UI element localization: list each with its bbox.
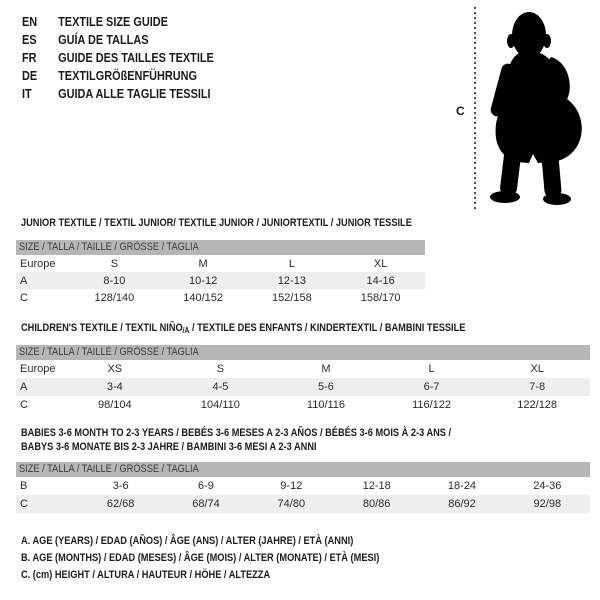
row-label: C	[20, 291, 28, 304]
size-cell: 140/152	[183, 291, 223, 304]
language-label: TEXTILE SIZE GUIDE	[58, 13, 168, 29]
babies-size-table	[16, 462, 590, 513]
legend-line-b: B. AGE (MONTHS) / EDAD (MESES) / ÂGE (MOIS) / ALTER (MONATE) / ETÀ (MESI)	[21, 552, 380, 565]
size-cell: 152/158	[271, 291, 312, 304]
table-row-europe	[16, 360, 590, 378]
table-row-months	[16, 477, 590, 495]
language-row-it	[22, 84, 214, 102]
table-row-age	[16, 378, 590, 396]
size-cell: 122/128	[517, 399, 558, 411]
size-cell: 116/122	[412, 399, 452, 411]
height-measure-label: C	[456, 104, 465, 118]
babies-table-title	[21, 427, 451, 454]
size-cell: 18-24	[447, 480, 477, 492]
size-cell: S	[216, 363, 225, 375]
babies-title-line2: BABYS 3-6 MONATE BIS 2-3 JAHRE / BAMBINI 3-6 MESI A 2-3 ANNI	[21, 440, 317, 453]
size-cell: 14-16	[366, 274, 395, 287]
size-header-text: SIZE / TALLA / TAILLE / GRÖSSE / TAGLIA	[19, 241, 199, 253]
size-cell: 3-6	[112, 480, 129, 492]
height-dotted-line	[474, 7, 476, 209]
size-cell: 74/80	[277, 498, 306, 510]
language-label: GUIDA ALLE TAGLIE TESSILI	[58, 85, 211, 101]
language-header	[22, 12, 250, 102]
size-cell: 128/140	[94, 291, 135, 304]
size-cell: 4-5	[212, 381, 229, 393]
language-code: ES	[22, 31, 37, 47]
size-cell: 12-18	[362, 480, 391, 492]
row-label: A	[20, 381, 28, 393]
row-label: B	[20, 480, 28, 492]
size-cell: 92/98	[533, 498, 562, 510]
size-cell: 8-10	[103, 274, 126, 287]
size-cell: 98/104	[97, 399, 132, 411]
language-row-en	[22, 12, 214, 30]
size-cell: 158/170	[360, 291, 401, 304]
table-row-height	[16, 289, 425, 306]
size-cell: 104/110	[200, 399, 240, 411]
row-label: Europe	[20, 257, 56, 270]
size-cell: 62/68	[106, 498, 135, 510]
language-row-fr	[22, 48, 214, 66]
size-cell: 7-8	[529, 381, 546, 393]
size-cell: 6-9	[198, 480, 214, 492]
size-cell: 68/74	[192, 498, 220, 510]
size-cell: M	[321, 363, 331, 375]
size-cell: XS	[107, 363, 123, 375]
size-cell: 80/86	[362, 498, 391, 510]
language-code: IT	[22, 85, 32, 101]
size-cell: S	[110, 257, 119, 270]
children-table-title	[21, 322, 465, 338]
junior-table-title: JUNIOR TEXTILE / TEXTIL JUNIOR/ TEXTILE JUNIOR / JUNIORTEXTIL / JUNIOR TESSILE	[21, 217, 412, 229]
table-row-height	[16, 396, 590, 414]
size-cell: 10-12	[189, 274, 218, 287]
children-size-table	[16, 345, 590, 414]
size-cell: 24-36	[533, 480, 562, 492]
size-cell: 86/92	[448, 498, 476, 510]
row-label: C	[20, 498, 28, 510]
table-row-height	[16, 495, 590, 513]
language-label: TEXTILGRÖßENFÜHRUNG	[58, 67, 198, 83]
size-header-bar	[16, 462, 590, 477]
measure-legend	[21, 533, 448, 585]
size-cell: L	[428, 363, 435, 375]
size-cell: 5-6	[318, 381, 334, 393]
size-cell: 3-4	[106, 381, 123, 393]
language-code: EN	[22, 13, 38, 29]
language-code: FR	[22, 49, 37, 65]
size-header-text: SIZE / TALLA / TAILLE / GRÖSSE / TAGLIA	[19, 463, 199, 475]
size-cell: L	[288, 257, 295, 270]
junior-size-table	[16, 240, 425, 306]
children-title-subscript: /A	[182, 326, 190, 335]
legend-line-c: C. (cm) HEIGHT / ALTURA / HAUTEUR / HÖHE / ALTEZZA	[21, 569, 271, 582]
table-row-age	[16, 272, 425, 289]
baby-silhouette	[481, 5, 595, 207]
language-row-de	[22, 66, 214, 84]
language-label: GUIDE DES TAILLES TEXTILE	[58, 49, 214, 65]
size-cell: XL	[373, 257, 388, 270]
language-label: GUÍA DE TALLAS	[58, 31, 149, 47]
children-title-prefix: CHILDREN'S TEXTILE / TEXTIL NIÑO	[21, 322, 183, 334]
size-cell: M	[198, 257, 208, 270]
table-row-europe	[16, 255, 425, 272]
size-header-bar	[16, 345, 590, 360]
size-cell: 110/116	[306, 399, 346, 411]
row-label: C	[20, 399, 28, 411]
size-cell: 9-12	[280, 480, 303, 492]
row-label: Europe	[20, 363, 56, 375]
size-cell: 12-13	[277, 274, 306, 287]
size-cell: 6-7	[423, 381, 440, 393]
row-label: A	[20, 274, 28, 287]
size-cell: XL	[530, 363, 544, 375]
size-header-bar	[16, 240, 425, 255]
babies-title-line1: BABIES 3-6 MONTH TO 2-3 YEARS / BEBÉS 3-6 MESES A 2-3 AÑOS / BÉBÉS 3-6 MOIS À 2-3 ANS /	[21, 427, 452, 439]
children-title-suffix: / TEXTILE DES ENFANTS / KINDERTEXTIL / BAMBINI TESSILE	[189, 322, 466, 334]
size-header-text: SIZE / TALLA / TAILLE / GRÖSSE / TAGLIA	[19, 346, 199, 358]
language-row-es	[22, 30, 214, 48]
language-code: DE	[22, 67, 38, 83]
legend-line-a: A. AGE (YEARS) / EDAD (AÑOS) / ÂGE (ANS) / ALTER (JAHRE) / ETÀ (ANNI)	[21, 535, 354, 547]
